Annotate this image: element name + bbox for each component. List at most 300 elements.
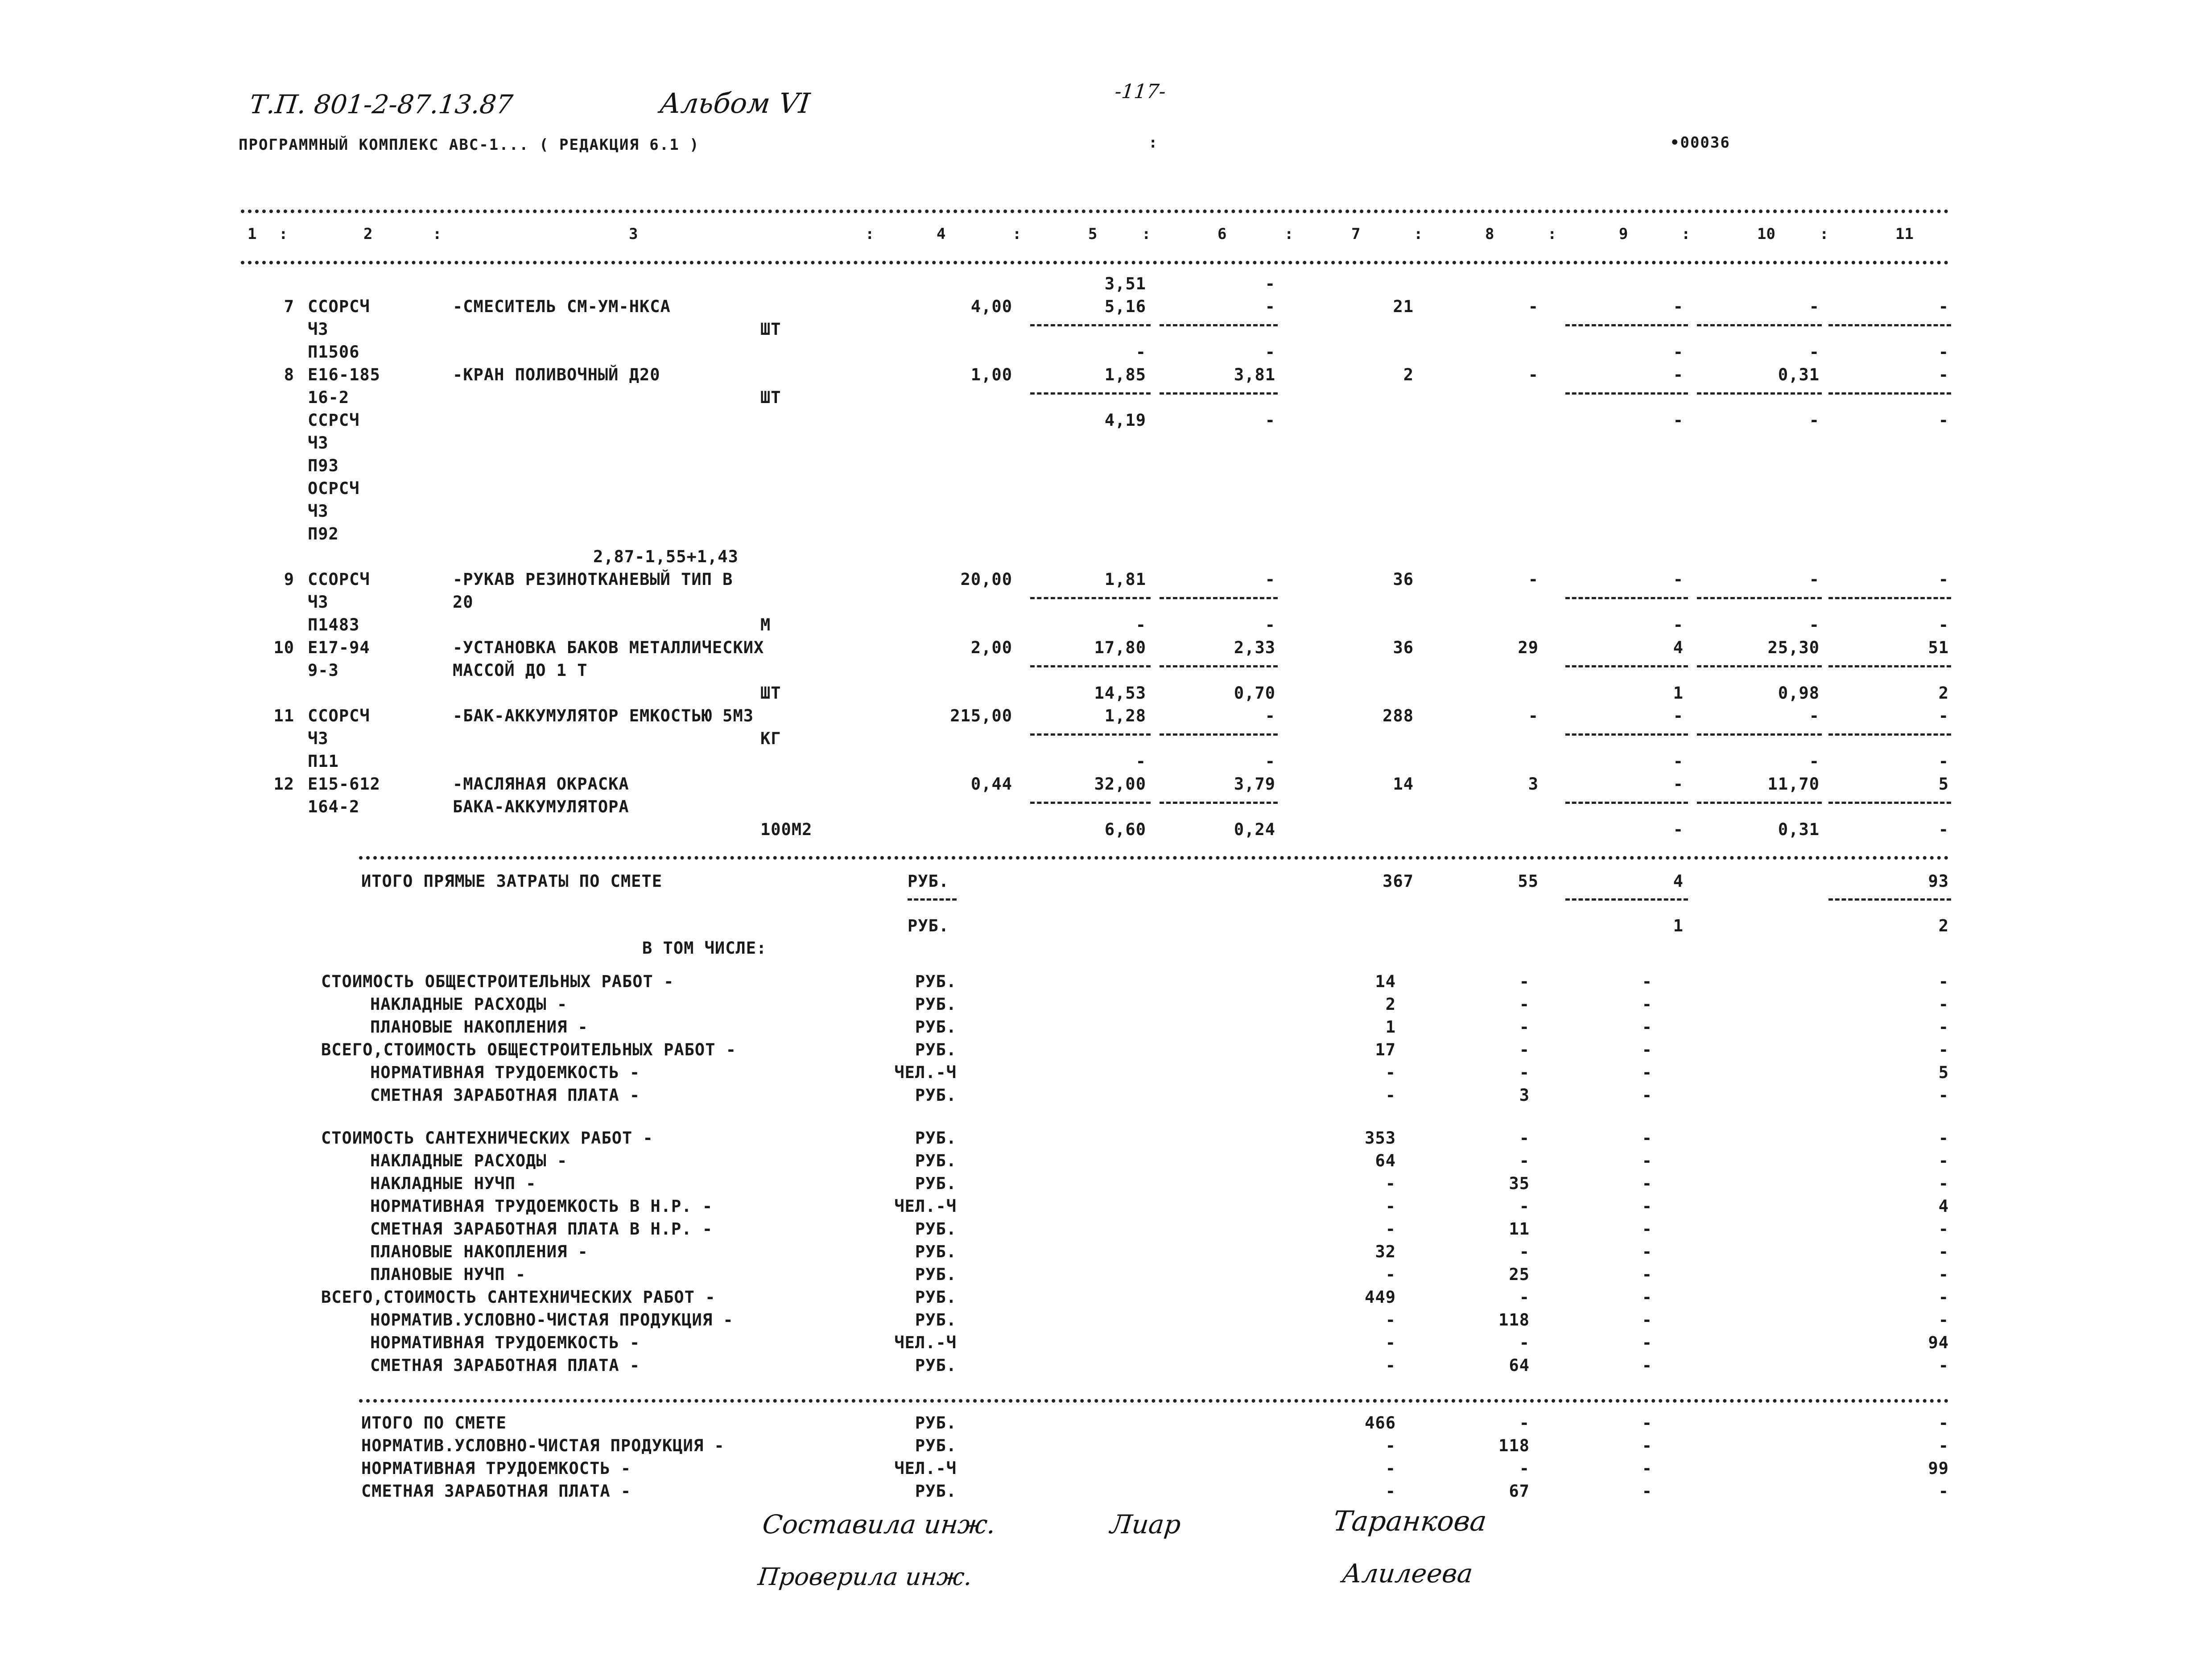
unit-wage: - <box>1265 411 1275 430</box>
summary-unit: ЧЕЛ.-Ч <box>894 1063 957 1082</box>
summary-label: СТОИМОСТЬ САНТЕХНИЧЕСКИХ РАБОТ - <box>321 1128 653 1148</box>
summary-wage: - <box>1519 1128 1530 1148</box>
quantity: 2,00 <box>970 638 1012 657</box>
value-10-rule <box>1697 733 1822 736</box>
summary-wage: - <box>1519 1040 1530 1059</box>
item-unit: ШТ <box>760 683 781 703</box>
summary-labor: - <box>1642 1197 1652 1216</box>
item-description: -БАК-АККУМУЛЯТОР ЕМКОСТЬЮ 5М3 <box>453 706 754 725</box>
summary-label: СМЕТНАЯ ЗАРАБОТНАЯ ПЛАТА - <box>370 1086 640 1105</box>
summary-labor: - <box>1642 1086 1652 1105</box>
totals-rule <box>359 1399 1949 1403</box>
item-code: Е15-612 <box>308 774 380 794</box>
labor-hours: - <box>1673 706 1684 725</box>
summary-cost: 353 <box>1365 1128 1396 1148</box>
unit-cost-rule <box>1030 324 1151 326</box>
unit-cost: 3,51 <box>1104 274 1146 293</box>
quantity: 215,00 <box>950 706 1012 725</box>
value-11: - <box>1938 820 1949 839</box>
item-code: П92 <box>308 524 339 543</box>
item-description: -РУКАВ РЕЗИНОТКАНЕВЫЙ ТИП В <box>453 570 733 589</box>
item-code: Е17-94 <box>308 638 370 657</box>
value-10: - <box>1809 752 1820 771</box>
quantity: 4,00 <box>970 297 1012 316</box>
summary-wage: 118 <box>1498 1310 1530 1330</box>
table-row <box>0 706 2212 729</box>
total-cost: 21 <box>1393 297 1414 316</box>
labor-hours: 4 <box>1673 638 1684 657</box>
summary-wage: - <box>1519 1017 1530 1037</box>
direct-costs-labor: 4 <box>1673 872 1684 891</box>
column-header-1: 1 <box>248 225 257 243</box>
value-11: - <box>1938 706 1949 725</box>
compiler-signature: Лиар <box>1109 1509 1183 1540</box>
summary-value-11: 5 <box>1938 1063 1949 1082</box>
item-code: Ч3 <box>308 593 329 612</box>
summary-unit: РУБ. <box>915 1174 957 1193</box>
item-code: ССОРСЧ <box>308 706 370 725</box>
totals-labor: - <box>1642 1482 1652 1501</box>
unit-cost-rule <box>1030 733 1151 736</box>
labor-rule <box>1565 597 1688 599</box>
value-10: - <box>1809 297 1820 316</box>
summary-cost: 32 <box>1375 1242 1396 1261</box>
unit-wage: 0,70 <box>1234 683 1275 703</box>
summary-label: ВСЕГО,СТОИМОСТЬ ОБЩЕСТРОИТЕЛЬНЫХ РАБОТ - <box>321 1040 737 1059</box>
totals-unit: РУБ. <box>915 1436 957 1455</box>
summary-wage: 25 <box>1509 1265 1530 1284</box>
compiled-by-label: Составила инж. <box>761 1509 997 1540</box>
unit-wage: - <box>1265 570 1275 589</box>
column-header-5: 5 <box>1088 225 1098 243</box>
summary-cost: - <box>1385 1063 1396 1082</box>
summary-label: НОРМАТИВНАЯ ТРУДОЕМКОСТЬ - <box>370 1333 640 1352</box>
summary-unit: РУБ. <box>915 1151 957 1170</box>
total-cost: 288 <box>1382 706 1414 725</box>
table-row <box>0 411 2212 434</box>
unit-cost: - <box>1135 615 1146 634</box>
value-10: - <box>1809 411 1820 430</box>
item-code: П93 <box>308 456 339 475</box>
unit-cost-rule <box>1030 802 1151 804</box>
total-wage: - <box>1528 365 1539 384</box>
unit-wage-rule <box>1160 597 1278 599</box>
unit-cost: 17,80 <box>1094 638 1146 657</box>
quantity: 20,00 <box>960 570 1012 589</box>
item-code: 164-2 <box>308 797 360 816</box>
column-divider: : <box>1284 225 1294 243</box>
summary-wage: - <box>1519 1288 1530 1307</box>
item-description: -МАСЛЯНАЯ ОКРАСКА <box>453 774 629 794</box>
item-code: 9-3 <box>308 661 339 680</box>
unit-cost: - <box>1135 342 1146 362</box>
summary-label: ВСЕГО,СТОИМОСТЬ САНТЕХНИЧЕСКИХ РАБОТ - <box>321 1288 716 1307</box>
unit-wage: - <box>1265 752 1275 771</box>
value-11: - <box>1938 297 1949 316</box>
summary-labor: - <box>1642 1174 1652 1193</box>
summary-unit: РУБ. <box>915 1356 957 1375</box>
unit-cost: - <box>1135 752 1146 771</box>
column-divider: : <box>1142 225 1151 243</box>
unit-cost: 6,60 <box>1104 820 1146 839</box>
compiler-name: Таранкова <box>1332 1505 1489 1537</box>
item-code: ССОРСЧ <box>308 570 370 589</box>
table-row <box>0 388 2212 411</box>
table-row <box>0 774 2212 798</box>
value-10-rule <box>1697 665 1822 667</box>
value-10: - <box>1809 570 1820 589</box>
summary-cost: - <box>1385 1333 1396 1352</box>
direct-costs-unit: РУБ. <box>908 872 949 891</box>
item-code: П1483 <box>308 615 360 634</box>
totals-label: НОРМАТИВНАЯ ТРУДОЕМКОСТЬ - <box>361 1459 631 1478</box>
totals-value-11: - <box>1938 1413 1949 1433</box>
table-row <box>0 502 2212 525</box>
row-number: 12 <box>273 774 294 794</box>
totals-unit: РУБ. <box>915 1482 957 1501</box>
unit-cost-rule <box>1030 392 1151 395</box>
summary-wage: - <box>1519 1063 1530 1082</box>
item-code: Ч3 <box>308 502 329 521</box>
checked-by-label: Проверила инж. <box>756 1563 974 1591</box>
summary-unit: РУБ. <box>915 1086 957 1105</box>
summary-unit: РУБ. <box>915 1310 957 1330</box>
table-row <box>0 456 2212 479</box>
summary-cost: - <box>1385 1219 1396 1239</box>
totals-wage: - <box>1519 1459 1530 1478</box>
value-11-rule <box>1828 392 1951 395</box>
unit-wage-rule <box>1160 665 1278 667</box>
summary-cost: - <box>1385 1174 1396 1193</box>
summary-cost: 2 <box>1385 995 1396 1014</box>
labor-rule <box>1565 733 1688 736</box>
summary-label: НОРМАТИВ.УСЛОВНО-ЧИСТАЯ ПРОДУКЦИЯ - <box>370 1310 734 1330</box>
value-11: - <box>1938 411 1949 430</box>
direct-costs-total: 367 <box>1382 872 1414 891</box>
item-description: 20 <box>453 593 474 612</box>
item-unit: 100М2 <box>760 820 813 839</box>
item-code: Ч3 <box>308 729 329 748</box>
value-10: - <box>1809 706 1820 725</box>
direct-costs-unit-2: РУБ. <box>908 916 949 935</box>
summary-value-11: - <box>1938 972 1949 991</box>
summary-unit: РУБ. <box>915 1017 957 1037</box>
unit-cost: 1,28 <box>1104 706 1146 725</box>
summary-labor: - <box>1642 1040 1652 1059</box>
table-row <box>0 524 2212 548</box>
column-divider: : <box>1548 225 1557 243</box>
table-row <box>0 683 2212 707</box>
unit-wage-rule <box>1160 802 1278 804</box>
labor-rule <box>1565 324 1688 326</box>
labor-hours: - <box>1673 365 1684 384</box>
column-header-3: 3 <box>629 225 638 243</box>
summary-wage: - <box>1519 995 1530 1014</box>
item-unit: КГ <box>760 729 781 748</box>
item-code: ССРСЧ <box>308 411 360 430</box>
summary-wage: - <box>1519 1242 1530 1261</box>
totals-cost: - <box>1385 1436 1396 1455</box>
item-code: П1506 <box>308 342 360 362</box>
total-cost: 2 <box>1403 365 1414 384</box>
labor-hours: - <box>1673 774 1684 794</box>
column-header-10: 10 <box>1757 225 1775 243</box>
unit-cost: 1,81 <box>1104 570 1146 589</box>
summary-wage: - <box>1519 1197 1530 1216</box>
summary-value-11: - <box>1938 995 1949 1014</box>
in-that-number-label: В ТОМ ЧИСЛЕ: <box>642 939 767 958</box>
header-top-rule <box>241 210 1949 213</box>
row-number: 10 <box>273 638 294 657</box>
row-number: 7 <box>284 297 294 316</box>
item-description: -УСТАНОВКА БАКОВ МЕТАЛЛИЧЕСКИХ <box>453 638 764 657</box>
summary-unit: ЧЕЛ.-Ч <box>894 1333 957 1352</box>
totals-wage: 118 <box>1498 1436 1530 1455</box>
value-10: - <box>1809 342 1820 362</box>
summary-unit: РУБ. <box>915 1219 957 1239</box>
total-wage: 3 <box>1528 774 1539 794</box>
column-divider: : <box>279 225 288 243</box>
item-formula: 2,87-1,55+1,43 <box>593 547 739 566</box>
summary-value-11: - <box>1938 1128 1949 1148</box>
summary-wage: - <box>1519 972 1530 991</box>
summary-wage: - <box>1519 1333 1530 1352</box>
summary-labor: - <box>1642 1063 1652 1082</box>
unit-wage: - <box>1265 342 1275 362</box>
totals-label: НОРМАТИВ.УСЛОВНО-ЧИСТАЯ ПРОДУКЦИЯ - <box>361 1436 725 1455</box>
value-11-rule <box>1828 898 1951 901</box>
value-11: 5 <box>1938 774 1949 794</box>
value-10: 0,31 <box>1778 365 1820 384</box>
direct-costs-wage: 55 <box>1518 872 1539 891</box>
direct-costs-label: ИТОГО ПРЯМЫЕ ЗАТРАТЫ ПО СМЕТЕ <box>361 872 663 891</box>
unit-wage-rule <box>1160 324 1278 326</box>
unit-cost: 14,53 <box>1094 683 1146 703</box>
summary-labor: - <box>1642 1356 1652 1375</box>
program-code: •00036 <box>1670 134 1730 152</box>
summary-label: НОРМАТИВНАЯ ТРУДОЕМКОСТЬ - <box>370 1063 640 1082</box>
totals-label: ИТОГО ПО СМЕТЕ <box>361 1413 507 1433</box>
unit-wage: 3,79 <box>1234 774 1275 794</box>
summary-value-11: - <box>1938 1151 1949 1170</box>
summary-labor: - <box>1642 1242 1652 1261</box>
value-11-rule <box>1828 665 1951 667</box>
summary-cost: - <box>1385 1265 1396 1284</box>
item-code: П11 <box>308 752 339 771</box>
unit-wage-rule <box>1160 392 1278 395</box>
summary-label: СМЕТНАЯ ЗАРАБОТНАЯ ПЛАТА - <box>370 1356 640 1375</box>
summary-unit: РУБ. <box>915 1040 957 1059</box>
item-description: -СМЕСИТЕЛЬ СМ-УМ-НКСА <box>453 297 671 316</box>
labor-hours: - <box>1673 411 1684 430</box>
totals-cost: 466 <box>1365 1413 1396 1433</box>
summary-wage: - <box>1519 1151 1530 1170</box>
table-row <box>0 820 2212 843</box>
summary-label: ПЛАНОВЫЕ НАКОПЛЕНИЯ - <box>370 1017 588 1037</box>
program-colon: : <box>1148 134 1159 152</box>
summary-value-11: - <box>1938 1265 1949 1284</box>
unit-wage: - <box>1265 297 1275 316</box>
summary-wage: 64 <box>1509 1356 1530 1375</box>
album-label: Альбом VI <box>658 87 812 119</box>
summary-labor: - <box>1642 1288 1652 1307</box>
labor-hours: - <box>1673 752 1684 771</box>
summary-labor: - <box>1642 1151 1652 1170</box>
summary-value-11: 4 <box>1938 1197 1949 1216</box>
column-header-8: 8 <box>1485 225 1494 243</box>
header-bottom-rule <box>241 261 1949 264</box>
item-code: Ч3 <box>308 320 329 339</box>
summary-wage: 11 <box>1509 1219 1530 1239</box>
direct-costs-value-11: 93 <box>1928 872 1949 891</box>
value-10: 25,30 <box>1767 638 1820 657</box>
total-wage: 29 <box>1518 638 1539 657</box>
summary-value-11: 94 <box>1928 1333 1949 1352</box>
quantity: 1,00 <box>970 365 1012 384</box>
column-header-9: 9 <box>1619 225 1628 243</box>
row-number: 9 <box>284 570 294 589</box>
summary-label: НОРМАТИВНАЯ ТРУДОЕМКОСТЬ В Н.Р. - <box>370 1197 713 1216</box>
column-divider: : <box>865 225 875 243</box>
summary-unit: РУБ. <box>915 1128 957 1148</box>
quantity: 0,44 <box>970 774 1012 794</box>
table-row <box>0 342 2212 366</box>
table-row <box>0 479 2212 502</box>
summary-cost: - <box>1385 1086 1396 1105</box>
total-wage: - <box>1528 706 1539 725</box>
column-divider: : <box>1012 225 1022 243</box>
value-10-rule <box>1697 392 1822 395</box>
direct-costs-labor-2: 1 <box>1673 916 1684 935</box>
table-row <box>0 365 2212 388</box>
item-code: ОСРСЧ <box>308 479 360 498</box>
summary-unit: РУБ. <box>915 1288 957 1307</box>
summary-labor: - <box>1642 1265 1652 1284</box>
summary-value-11: - <box>1938 1086 1949 1105</box>
totals-value-11: - <box>1938 1436 1949 1455</box>
table-row <box>0 729 2212 752</box>
summary-label: ПЛАНОВЫЕ НУЧП - <box>370 1265 526 1284</box>
unit-rule <box>908 898 957 901</box>
total-wage: - <box>1528 570 1539 589</box>
labor-rule <box>1565 665 1688 667</box>
column-divider: : <box>1414 225 1423 243</box>
value-11: 51 <box>1928 638 1949 657</box>
totals-value-11: - <box>1938 1482 1949 1501</box>
unit-wage: 3,81 <box>1234 365 1275 384</box>
totals-labor: - <box>1642 1436 1652 1455</box>
item-unit: ШТ <box>760 388 781 407</box>
value-10: 0,98 <box>1778 683 1820 703</box>
labor-hours: 1 <box>1673 683 1684 703</box>
item-description: -КРАН ПОЛИВОЧНЫЙ Д20 <box>453 365 660 384</box>
labor-hours: - <box>1673 820 1684 839</box>
labor-hours: - <box>1673 342 1684 362</box>
table-row <box>0 797 2212 820</box>
value-10: - <box>1809 615 1820 634</box>
item-code: 16-2 <box>308 388 350 407</box>
unit-cost: 5,16 <box>1104 297 1146 316</box>
labor-hours: - <box>1673 297 1684 316</box>
value-11-rule <box>1828 733 1951 736</box>
summary-cost: 449 <box>1365 1288 1396 1307</box>
summary-cost: - <box>1385 1197 1396 1216</box>
summary-cost: 1 <box>1385 1017 1396 1037</box>
item-unit: М <box>760 615 771 634</box>
doc-code: Т.П. 801-2-87.13.87 <box>248 89 515 119</box>
summary-label: ПЛАНОВЫЕ НАКОПЛЕНИЯ - <box>370 1242 588 1261</box>
unit-wage-rule <box>1160 733 1278 736</box>
totals-labor: - <box>1642 1459 1652 1478</box>
summary-value-11: - <box>1938 1040 1949 1059</box>
table-row <box>0 570 2212 593</box>
row-number: 11 <box>273 706 294 725</box>
direct-costs-rule <box>359 856 1949 860</box>
unit-wage: 0,24 <box>1234 820 1275 839</box>
totals-unit: ЧЕЛ.-Ч <box>894 1459 957 1478</box>
value-10: 11,70 <box>1767 774 1820 794</box>
table-row <box>0 320 2212 343</box>
unit-cost: 4,19 <box>1104 411 1146 430</box>
item-code: ССОРСЧ <box>308 297 370 316</box>
totals-label: СМЕТНАЯ ЗАРАБОТНАЯ ПЛАТА - <box>361 1482 631 1501</box>
labor-hours: - <box>1673 570 1684 589</box>
value-11: - <box>1938 342 1949 362</box>
summary-wage: 35 <box>1509 1174 1530 1193</box>
totals-cost: - <box>1385 1459 1396 1478</box>
summary-labor: - <box>1642 1128 1652 1148</box>
direct-costs-value-11-2: 2 <box>1938 916 1949 935</box>
summary-cost: - <box>1385 1356 1396 1375</box>
summary-value-11: - <box>1938 1288 1949 1307</box>
summary-labor: - <box>1642 995 1652 1014</box>
column-header-7: 7 <box>1351 225 1361 243</box>
summary-value-11: - <box>1938 1310 1949 1330</box>
total-cost: 36 <box>1393 570 1414 589</box>
totals-labor: - <box>1642 1413 1652 1433</box>
summary-labor: - <box>1642 1310 1652 1330</box>
summary-unit: РУБ. <box>915 1242 957 1261</box>
value-11: - <box>1938 365 1949 384</box>
summary-value-11: - <box>1938 1242 1949 1261</box>
table-row <box>0 615 2212 638</box>
totals-cost: - <box>1385 1482 1396 1501</box>
summary-label: НАКЛАДНЫЕ РАСХОДЫ - <box>370 995 568 1014</box>
row-number: 8 <box>284 365 294 384</box>
value-11-rule <box>1828 324 1951 326</box>
item-description: МАССОЙ ДО 1 Т <box>453 661 588 680</box>
summary-unit: РУБ. <box>915 1265 957 1284</box>
total-cost: 36 <box>1393 638 1414 657</box>
table-row <box>0 433 2212 457</box>
value-11-rule <box>1828 597 1951 599</box>
summary-unit: РУБ. <box>915 995 957 1014</box>
summary-wage: 3 <box>1519 1086 1530 1105</box>
item-code: Ч3 <box>308 433 329 453</box>
unit-wage: - <box>1265 706 1275 725</box>
summary-unit: ЧЕЛ.-Ч <box>894 1197 957 1216</box>
page-number: -117- <box>1114 80 1167 103</box>
value-10-rule <box>1697 802 1822 804</box>
program-line: ПРОГРАММНЫЙ КОМПЛЕКС АВС-1... ( РЕДАКЦИЯ 6.1 ) <box>239 136 700 154</box>
column-header-6: 6 <box>1217 225 1227 243</box>
column-header-2: 2 <box>363 225 373 243</box>
value-11: - <box>1938 615 1949 634</box>
totals-unit: РУБ. <box>915 1413 957 1433</box>
unit-cost-rule <box>1030 597 1151 599</box>
summary-labor: - <box>1642 1017 1652 1037</box>
totals-wage: 67 <box>1509 1482 1530 1501</box>
